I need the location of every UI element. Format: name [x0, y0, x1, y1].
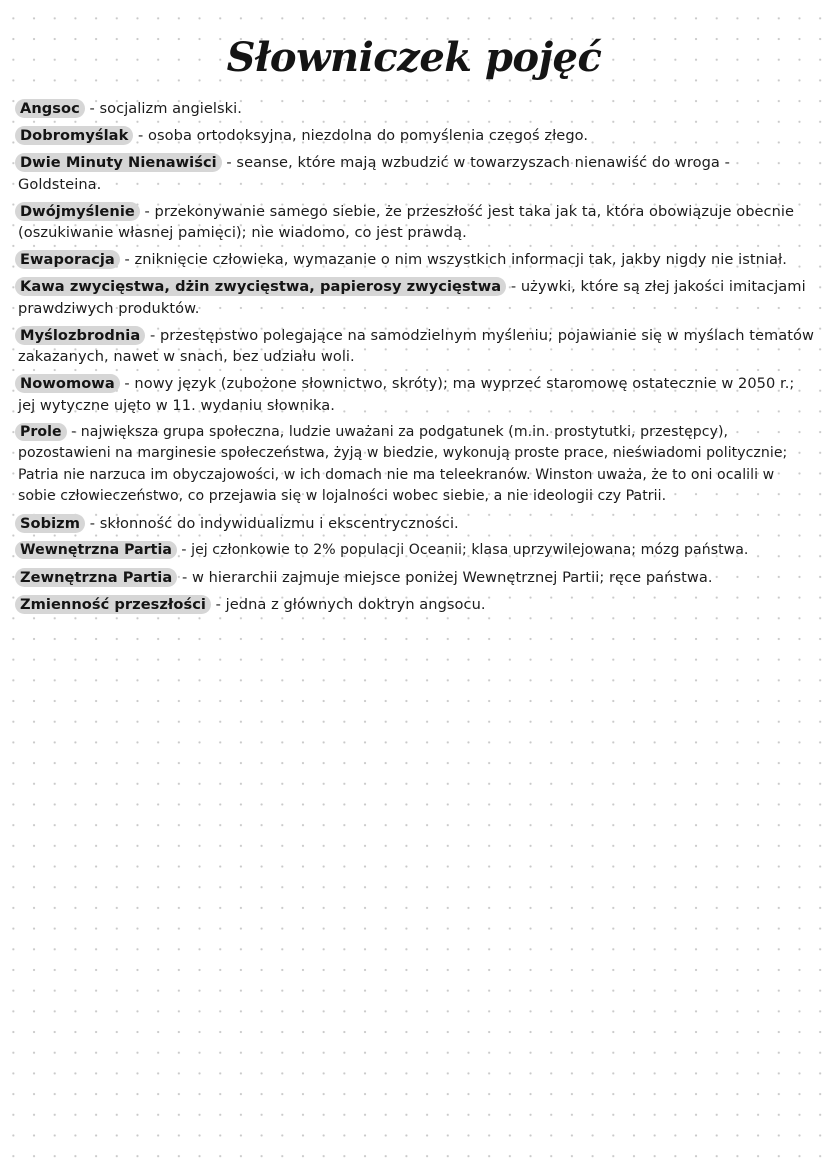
glossary-definition: - jedna z głównych doktryn angsocu.: [210, 596, 486, 613]
glossary-definition: - używki, które są złej jakości imitacjami prawdziwych produktów.: [18, 278, 806, 317]
glossary-definition: - największa grupa społeczna, ludzie uważani za podgatunek (m.in. prostytutki, przestępcy), pozostawieni na marginesie społeczeństwa, żyją w biedzie, wykonują proste prace, nieświadomi politycznie; Patria nie narzuca im obyczajowości, w ich domach nie ma teleekranów. Winston uważa, że to oni ocalili w sobie człowieczeństwo, co przejawia się w lojalności wobec siebie, a nie ideologii czy Patrii.: [18, 423, 788, 504]
glossary-entry: [18, 422, 814, 508]
glossary-entry: [18, 540, 814, 562]
glossary-term: Wewnętrzna Partia: [15, 541, 177, 559]
glossary-definition: - skłonność do indywidualizmu i ekscentryczności.: [85, 515, 459, 532]
glossary-definition: - seanse, które mają wzbudzić w towarzyszach nienawiść do wroga - Goldsteina.: [18, 154, 730, 193]
glossary-entry: [18, 513, 814, 535]
glossary-term: Angsoc: [15, 99, 85, 118]
glossary-definition: - przekonywanie samego siebie, że przeszłość jest taka jak ta, która obowiązuje obecnie (oszukiwanie własnej pamięci); nie wiadomo, co jest prawdą.: [18, 202, 795, 241]
glossary-definition: - jej członkowie to 2% populacji Oceanii; klasa uprzywilejowana; mózg państwa.: [176, 542, 749, 558]
glossary-term: Kawa zwycięstwa, dżin zwycięstwa, papierosy zwycięstwa: [15, 277, 506, 296]
glossary-term: Ewaporacja: [15, 250, 120, 269]
glossary-term: Zewnętrzna Partia: [15, 568, 177, 587]
glossary-term: Zmienność przeszłości: [15, 595, 211, 614]
glossary-definition: - socjalizm angielski.: [84, 100, 242, 117]
glossary-entry: [18, 373, 814, 416]
glossary-term: Myślozbrodnia: [15, 326, 145, 345]
glossary-term: Sobizm: [15, 514, 85, 533]
glossary-term: Nowomowa: [15, 374, 120, 393]
glossary-entry: [18, 125, 814, 147]
glossary-term: Prole: [15, 423, 67, 441]
glossary-definition: - zniknięcie człowieka, wymazanie o nim wszystkich informacji tak, jakby nigdy nie istniał.: [119, 251, 787, 268]
glossary-entry: [18, 249, 814, 271]
glossary-definition: - nowy język (zubożone słownictwo, skróty); ma wyprzeć staromowę ostatecznie w 2050 r.; jej wytyczne ujęto w 11. wydaniu słownika.: [18, 375, 795, 414]
glossary-definition: - osoba ortodoksyjna, niezdolna do pomyślenia czegoś złego.: [133, 127, 589, 144]
glossary-entry: [18, 594, 814, 616]
glossary-list: [18, 98, 814, 621]
glossary-entry: [18, 201, 814, 244]
glossary-term: Dwie Minuty Nienawiści: [15, 153, 222, 172]
glossary-entry: [18, 152, 814, 195]
glossary-term: Dobromyślak: [15, 126, 133, 145]
glossary-entry: [18, 567, 814, 589]
glossary-definition: - przestępstwo polegające na samodzielnym myśleniu; pojawianie się w myślach tematów zakazanych, nawet w snach, bez udziału woli.: [18, 326, 815, 365]
page-title: Słowniczek pojęć: [226, 34, 602, 81]
glossary-definition: - w hierarchii zajmuje miejsce poniżej Wewnętrznej Partii; ręce państwa.: [177, 569, 713, 586]
glossary-entry: [18, 276, 814, 319]
glossary-entry: [18, 325, 814, 368]
glossary-term: Dwójmyślenie: [15, 202, 140, 221]
glossary-entry: [18, 98, 814, 120]
